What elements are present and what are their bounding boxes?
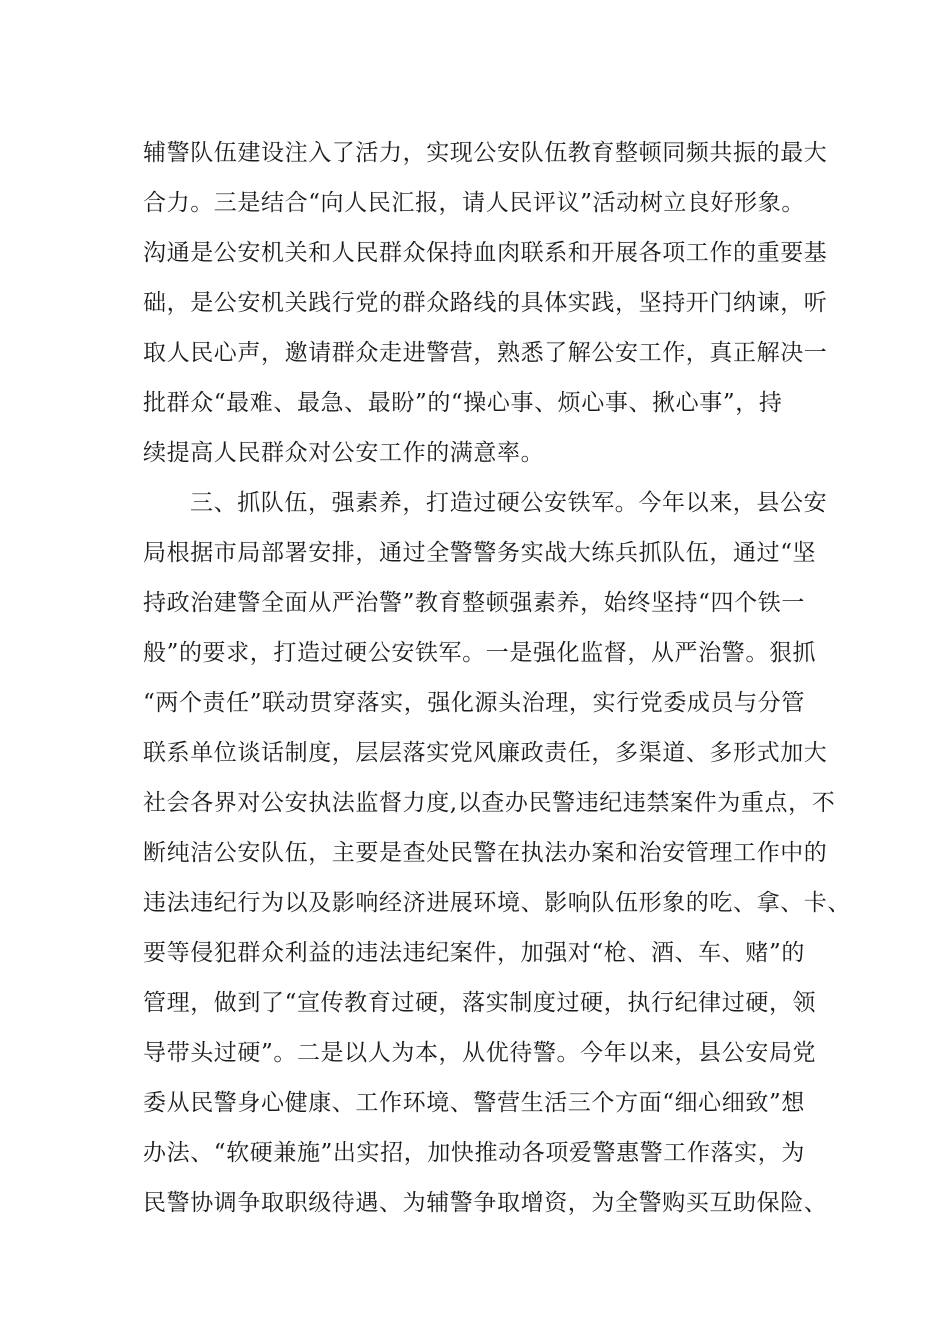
text-line: 础，是公安机关践行党的群众路线的具体实践，坚持开门纳谏，听	[143, 290, 828, 316]
text-line: 民警协调争取职级待遇、为辅警争取增资，为全警购买互助保险、	[143, 1190, 828, 1216]
section-heading-line: 三、抓队伍，强素养，打造过硬公安铁军。今年以来，县公安	[190, 490, 828, 516]
text-line: 般”的要求，打造过硬公安铁军。一是强化监督，从严治警。狠抓	[143, 640, 817, 666]
text-line: 社会各界对公安执法监督力度,以查办民警违纪违禁案件为重点，不	[143, 790, 836, 816]
text-line: 导带头过硬”。二是以人为本，从优待警。今年以来，县公安局党	[143, 1040, 817, 1066]
text-line: 沟通是公安机关和人民群众保持血肉联系和开展各项工作的重要基	[143, 240, 828, 266]
text-line: 管理，做到了“宣传教育过硬，落实制度过硬，执行纪律过硬，领	[143, 990, 817, 1016]
text-line: 违法违纪行为以及影响经济进展环境、影响队伍形象的吃、拿、卡、	[143, 890, 851, 916]
body-text	[143, 128, 851, 1228]
text-line: 办法、“软硬兼施”出实招，加快推动各项爱警惠警工作落实，为	[143, 1140, 805, 1166]
text-line: 辅警队伍建设注入了活力，实现公安队伍教育整顿同频共振的最大	[143, 140, 828, 166]
text-line: 断纯洁公安队伍，主要是查处民警在执法办案和治安管理工作中的	[143, 840, 828, 866]
text-line: 要等侵犯群众利益的违法违纪案件，加强对“枪、酒、车、赌”的	[143, 940, 805, 966]
text-line: 持政治建警全面从严治警”教育整顿强素养，始终坚持“四个铁一	[143, 590, 805, 616]
text-line: 续提高人民群众对公安工作的满意率。	[143, 440, 545, 466]
text-line: 取人民心声，邀请群众走进警营，熟悉了解公安工作，真正解决一	[143, 340, 828, 366]
text-line: 批群众“最难、最急、最盼”的“操心事、烦心事、揪心事”，持	[143, 390, 783, 416]
text-line: 联系单位谈话制度，层层落实党风廉政责任，多渠道、多形式加大	[143, 740, 828, 766]
text-line: “两个责任”联动贯穿落实，强化源头治理，实行党委成员与分管	[143, 690, 805, 716]
text-line: 合力。三是结合“向人民汇报，请人民评议”活动树立良好形象。	[143, 190, 805, 216]
text-line: 局根据市局部署安排，通过全警警务实战大练兵抓队伍，通过“坚	[143, 540, 817, 566]
text-line: 委从民警身心健康、工作环境、警营生活三个方面“细心细致”想	[143, 1090, 805, 1116]
